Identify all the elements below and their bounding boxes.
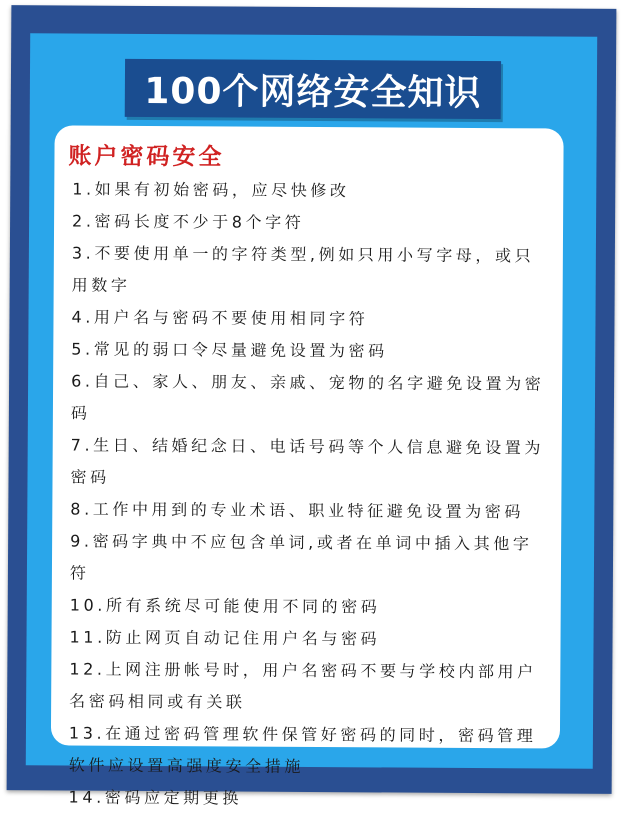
list-item [70, 494, 550, 529]
item-text: 防止网页自动记住用户名与密码 [105, 627, 381, 649]
item-number: 8. [70, 499, 93, 519]
list-item [71, 366, 551, 433]
list-item [70, 526, 550, 593]
item-number: 3. [71, 243, 95, 263]
list-item [68, 782, 548, 817]
item-number: 4. [71, 307, 95, 327]
poster-title: 100个网络安全知识 [144, 70, 482, 114]
list-item [69, 622, 549, 657]
content-card [51, 125, 564, 808]
item-text: 工作中用到的专业术语、职业特征避免设置为密码 [92, 499, 525, 522]
item-text: 密码字典中不应包含单词,或者在单词中插入其他字符 [69, 531, 533, 583]
poster [7, 5, 617, 808]
list-item [71, 334, 551, 369]
item-number: 11. [69, 627, 106, 647]
item-number: 14. [68, 787, 105, 807]
item-number: 9. [70, 531, 93, 551]
list-item [70, 590, 550, 625]
item-number: 5. [71, 339, 94, 359]
item-text: 如果有初始密码，应尽快修改 [94, 179, 350, 201]
list-item [71, 302, 551, 337]
list-item [69, 718, 549, 785]
item-text: 密码长度不少于8个字符 [94, 211, 305, 232]
item-text: 生日、结婚纪念日、电话号码等个人信息避免设置为密码 [70, 435, 545, 487]
section-heading: 账户密码安全 [68, 143, 225, 171]
item-text: 在通过密码管理软件保管好密码的同时，密码管理软件应设置高强度安全措施 [68, 723, 537, 776]
list-item [72, 174, 552, 209]
item-number: 2. [72, 211, 95, 231]
item-text: 上网注册帐号时，用户名密码不要与学校内部用户名密码相同或有关联 [69, 659, 537, 712]
poster-panel [26, 33, 597, 808]
tips-list [68, 174, 552, 817]
item-number: 7. [70, 435, 94, 455]
list-item [69, 654, 549, 721]
item-number: 10. [69, 595, 107, 615]
item-text: 所有系统尽可能使用不同的密码 [105, 595, 381, 617]
item-number: 12. [69, 659, 106, 679]
item-number: 1. [72, 179, 95, 199]
item-text: 自己、家人、朋友、亲戚、宠物的名字避免设置为密码 [70, 371, 545, 423]
item-text: 用户名与密码不要使用相同字符 [93, 307, 369, 329]
item-text: 不要使用单一的字符类型,例如只用小写字母，或只用数字 [71, 243, 535, 295]
title-banner [125, 59, 501, 119]
item-text: 常见的弱口令尽量避免设置为密码 [93, 339, 388, 361]
list-item [70, 430, 550, 497]
item-number: 6. [71, 371, 94, 391]
list-item [72, 238, 552, 305]
list-item [72, 206, 552, 241]
item-text: 密码应定期更换 [104, 787, 243, 808]
item-number: 13. [68, 723, 106, 743]
